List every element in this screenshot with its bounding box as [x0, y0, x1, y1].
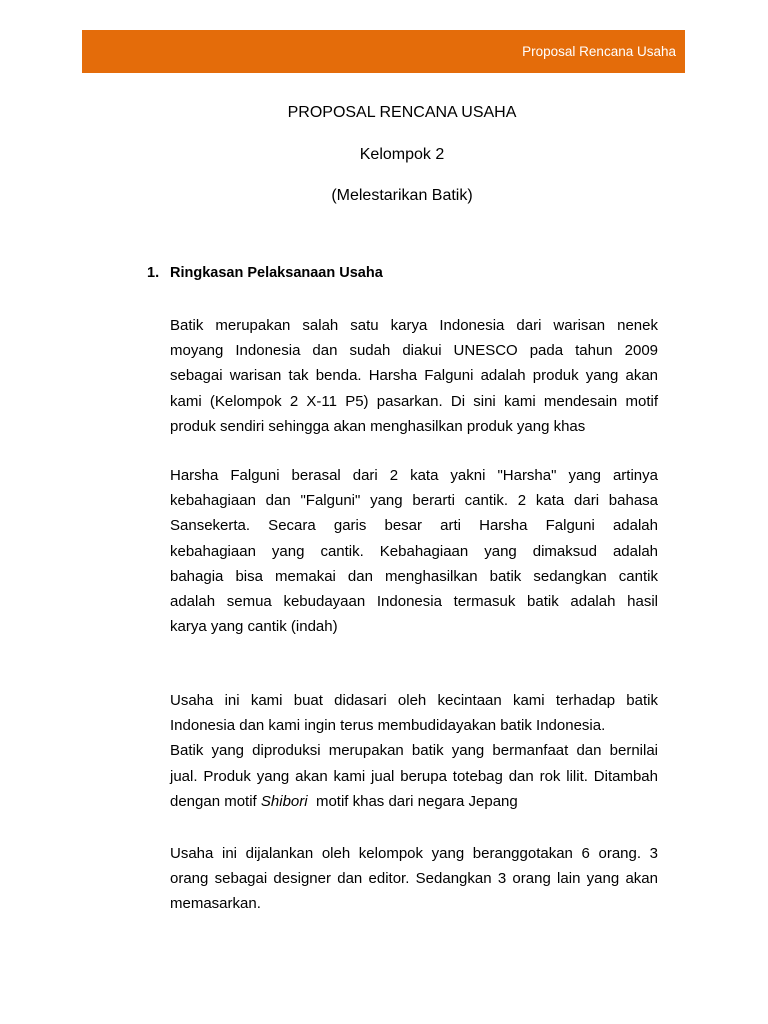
paragraph-text: motif khas dari negara Jepang	[307, 792, 518, 810]
header-title: Proposal Rencana Usaha	[522, 44, 676, 59]
paragraph-line: Sansekerta. Secara garis besar arti Harsha Falguni adalah	[170, 517, 658, 535]
paragraph-line: Usaha ini dijalankan oleh kelompok yang beranggotakan 6 orang. 3	[170, 845, 658, 862]
paragraph-line: orang sebagai designer dan editor. Sedangkan 3 orang lain yang akan	[170, 870, 658, 888]
paragraph-text: dengan motif	[170, 792, 261, 810]
paragraph-line: sebagai warisan tak benda. Harsha Falguni adalah produk yang akan	[170, 367, 658, 385]
section-number: 1.	[147, 265, 160, 281]
paragraph-line: kebahagiaan yang cantik. Kebahagiaan yang dimaksud adalah	[170, 542, 658, 560]
paragraph-3	[170, 688, 658, 814]
section-heading	[147, 265, 383, 281]
document-title: PROPOSAL RENCANA USAHA	[287, 104, 517, 121]
paragraph-line: Usaha ini kami buat didasari oleh kecintaan kami terhadap batik	[170, 692, 658, 709]
paragraph-line: moyang Indonesia dan sudah diakui UNESCO pada tahun 2009	[170, 342, 658, 360]
paragraph-line: karya yang cantik (indah)	[170, 618, 338, 636]
paragraph-line: produk sendiri sehingga akan menghasilkan produk yang khas	[170, 417, 586, 435]
paragraph-line: Harsha Falguni berasal dari 2 kata yakni "Harsha" yang artinya	[170, 467, 658, 484]
paragraph-line	[170, 789, 658, 814]
paragraph-4	[170, 841, 658, 917]
paragraph-1	[170, 313, 658, 439]
paragraph-line: kebahagiaan dan "Falguni" yang berarti cantik. 2 kata dari bahasa	[170, 492, 658, 510]
paragraph-line: Batik merupakan salah satu karya Indonesia dari warisan nenek	[170, 317, 658, 334]
document-subtitle: (Melestarikan Batik)	[331, 187, 473, 204]
paragraph-line: Indonesia dan kami ingin terus membudidayakan batik Indonesia.	[170, 717, 606, 735]
section-title: Ringkasan Pelaksanaan Usaha	[170, 265, 383, 281]
paragraph-line: Batik yang diproduksi merupakan batik yang bermanfaat dan bernilai	[170, 742, 658, 760]
paragraph-line: kami (Kelompok 2 X-11 P5) pasarkan. Di sini kami mendesain motif	[170, 392, 658, 410]
header-bar	[82, 30, 685, 73]
group-name: Kelompok 2	[359, 146, 445, 163]
paragraph-2	[170, 463, 658, 639]
paragraph-line: memasarkan.	[170, 895, 261, 913]
paragraph-line: jual. Produk yang akan kami jual berupa totebag dan rok lilit. Ditambah	[170, 767, 658, 785]
paragraph-line: bahagia bisa memakai dan menghasilkan batik sedangkan cantik	[170, 567, 658, 585]
italic-term: Shibori	[260, 792, 308, 810]
paragraph-line: adalah semua kebudayaan Indonesia termasuk batik adalah hasil	[170, 593, 658, 611]
